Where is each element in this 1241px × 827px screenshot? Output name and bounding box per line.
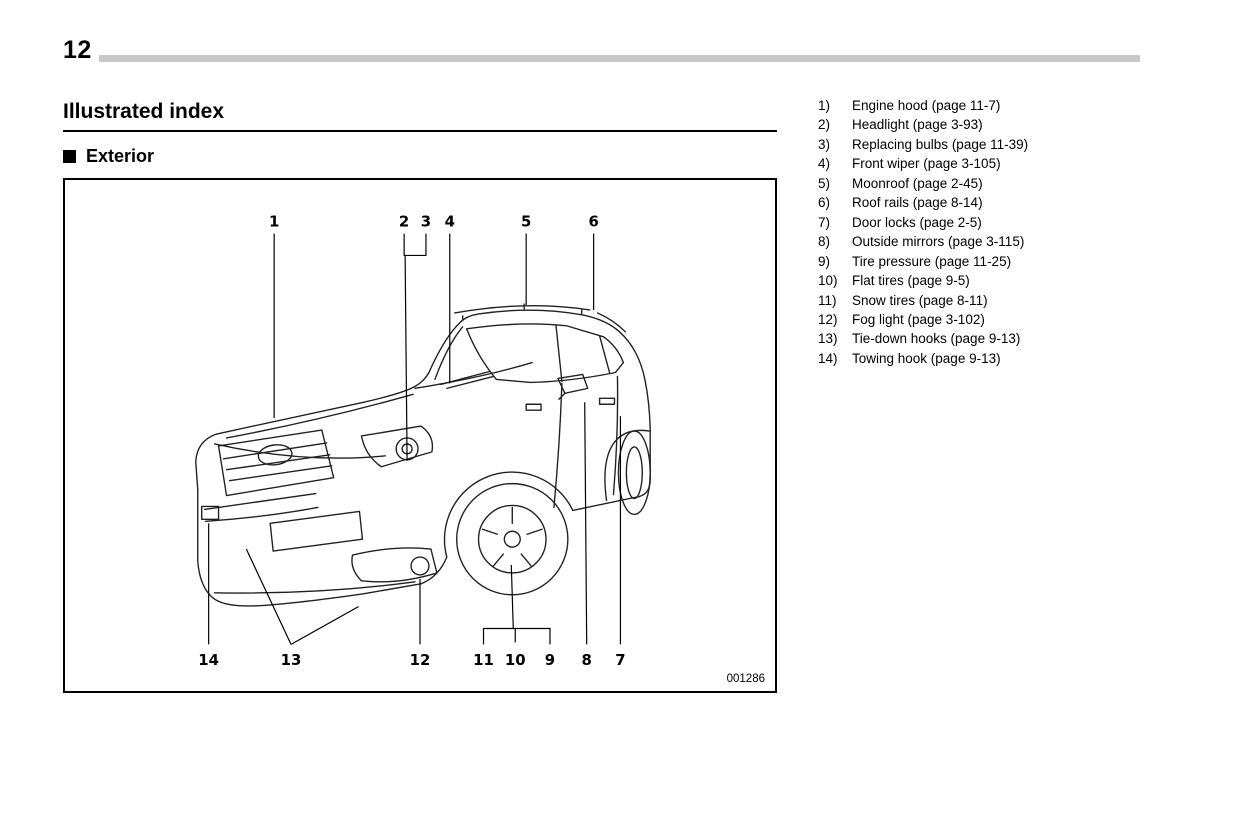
callout-number-7: 7 — [615, 651, 626, 670]
exterior-diagram-box — [63, 178, 777, 693]
index-item-label: Door locks (page 2-5) — [852, 214, 982, 230]
callout-number-12: 12 — [409, 651, 431, 670]
index-item-number: 2) — [818, 117, 831, 133]
index-item-number: 5) — [818, 175, 831, 191]
index-item-number: 1) — [818, 98, 831, 113]
callout-number-9: 9 — [544, 651, 556, 670]
index-item-number: 3) — [818, 136, 831, 152]
rear-door-gap — [613, 377, 617, 495]
index-item — [818, 232, 1213, 251]
index-item — [818, 96, 1213, 115]
front-wiper-1 — [441, 372, 490, 385]
figure-code: 001286 — [726, 673, 765, 686]
leader-10-stem — [511, 565, 513, 629]
index-item — [818, 154, 1213, 173]
callout-number-5: 5 — [520, 212, 532, 231]
callout-number-11: 11 — [473, 651, 494, 670]
index-item — [818, 193, 1213, 212]
car-line-art — [196, 304, 650, 606]
page-header — [63, 38, 1140, 63]
index-item-label: Flat tires (page 9-5) — [852, 273, 970, 289]
section-square-bullet-icon — [63, 150, 76, 163]
index-item-label: Outside mirrors (page 3-115) — [852, 234, 1025, 250]
index-item — [818, 310, 1213, 329]
section-title: Exterior — [86, 146, 155, 167]
index-item-label: Replacing bulbs (page 11-39) — [852, 136, 1029, 152]
index-item-label: Engine hood (page 11-7) — [852, 98, 1001, 113]
index-item-label: Moonroof (page 2-45) — [852, 175, 983, 191]
rear-wheel-tire — [618, 431, 650, 514]
rear-wheel-rim — [626, 447, 642, 499]
air-dam-line — [215, 582, 415, 593]
leader-11-10-9-bracket — [484, 629, 550, 645]
front-door-gap — [554, 384, 562, 508]
callout-number-6: 6 — [588, 212, 599, 231]
index-item-number: 11) — [818, 292, 837, 308]
index-item-label: Headlight (page 3-93) — [852, 117, 983, 133]
front-wheel-hub — [504, 531, 520, 547]
callout-number-13: 13 — [280, 651, 302, 670]
index-list — [818, 96, 1213, 368]
index-item — [818, 213, 1213, 232]
callout-number-8: 8 — [581, 651, 592, 670]
index-item — [818, 271, 1213, 290]
page-title: Illustrated index — [63, 100, 777, 132]
roof-rail — [455, 306, 590, 313]
callout-number-1: 1 — [268, 212, 280, 231]
index-item-number: 13) — [818, 331, 838, 347]
front-door-handle — [526, 404, 541, 410]
index-item — [818, 291, 1213, 310]
page-number: 12 — [63, 36, 92, 64]
index-item-number: 8) — [818, 234, 831, 250]
left-column — [63, 100, 777, 693]
index-item — [818, 252, 1213, 271]
index-item — [818, 349, 1213, 368]
roof-rail-rear — [598, 313, 626, 332]
fog-light — [411, 557, 429, 575]
car-exterior-diagram-svg — [65, 180, 775, 691]
callout-number-2: 2 — [398, 212, 410, 231]
leader-2-3-stem — [405, 256, 407, 461]
callout-number-10: 10 — [504, 651, 526, 670]
index-item-number: 10) — [818, 273, 838, 289]
leader-2-3-bracket — [404, 234, 426, 256]
callout-number-4: 4 — [444, 212, 455, 231]
rear-door-handle — [600, 398, 615, 404]
front-wheel-spokes — [483, 508, 543, 567]
index-item-label: Front wiper (page 3-105) — [852, 156, 1001, 172]
index-item-number: 12) — [818, 311, 838, 327]
b-pillar — [556, 325, 562, 382]
index-item-label: Fog light (page 3-102) — [852, 311, 985, 327]
bumper-crease-upper — [205, 494, 316, 510]
index-item — [818, 135, 1213, 154]
callout-number-3: 3 — [420, 212, 432, 231]
index-item-number: 6) — [818, 195, 831, 211]
header-rule-bar — [99, 55, 1140, 62]
index-item-label: Roof rails (page 8-14) — [852, 195, 983, 211]
c-pillar-line — [600, 336, 610, 373]
callout-number-14: 14 — [198, 651, 220, 670]
index-item-label: Snow tires (page 8-11) — [852, 292, 988, 308]
index-item-number: 4) — [818, 156, 831, 172]
callout-numbers — [198, 213, 625, 670]
index-item-label: Tire pressure (page 11-25) — [852, 253, 1012, 269]
car-body-outline — [196, 310, 650, 496]
index-item — [818, 329, 1213, 348]
index-item-label: Tie-down hooks (page 9-13) — [852, 331, 1021, 347]
index-item-number: 9) — [818, 253, 831, 269]
index-item — [818, 115, 1213, 134]
license-plate — [270, 512, 362, 552]
leader-8 — [585, 402, 587, 644]
index-item-label: Towing hook (page 9-13) — [852, 350, 1001, 366]
fog-light-housing — [352, 548, 437, 582]
front-wheel-arch — [444, 472, 572, 557]
index-item-number: 14) — [818, 350, 838, 366]
index-item-number: 7) — [818, 214, 831, 230]
index-item — [818, 174, 1213, 193]
section-heading — [63, 146, 777, 167]
